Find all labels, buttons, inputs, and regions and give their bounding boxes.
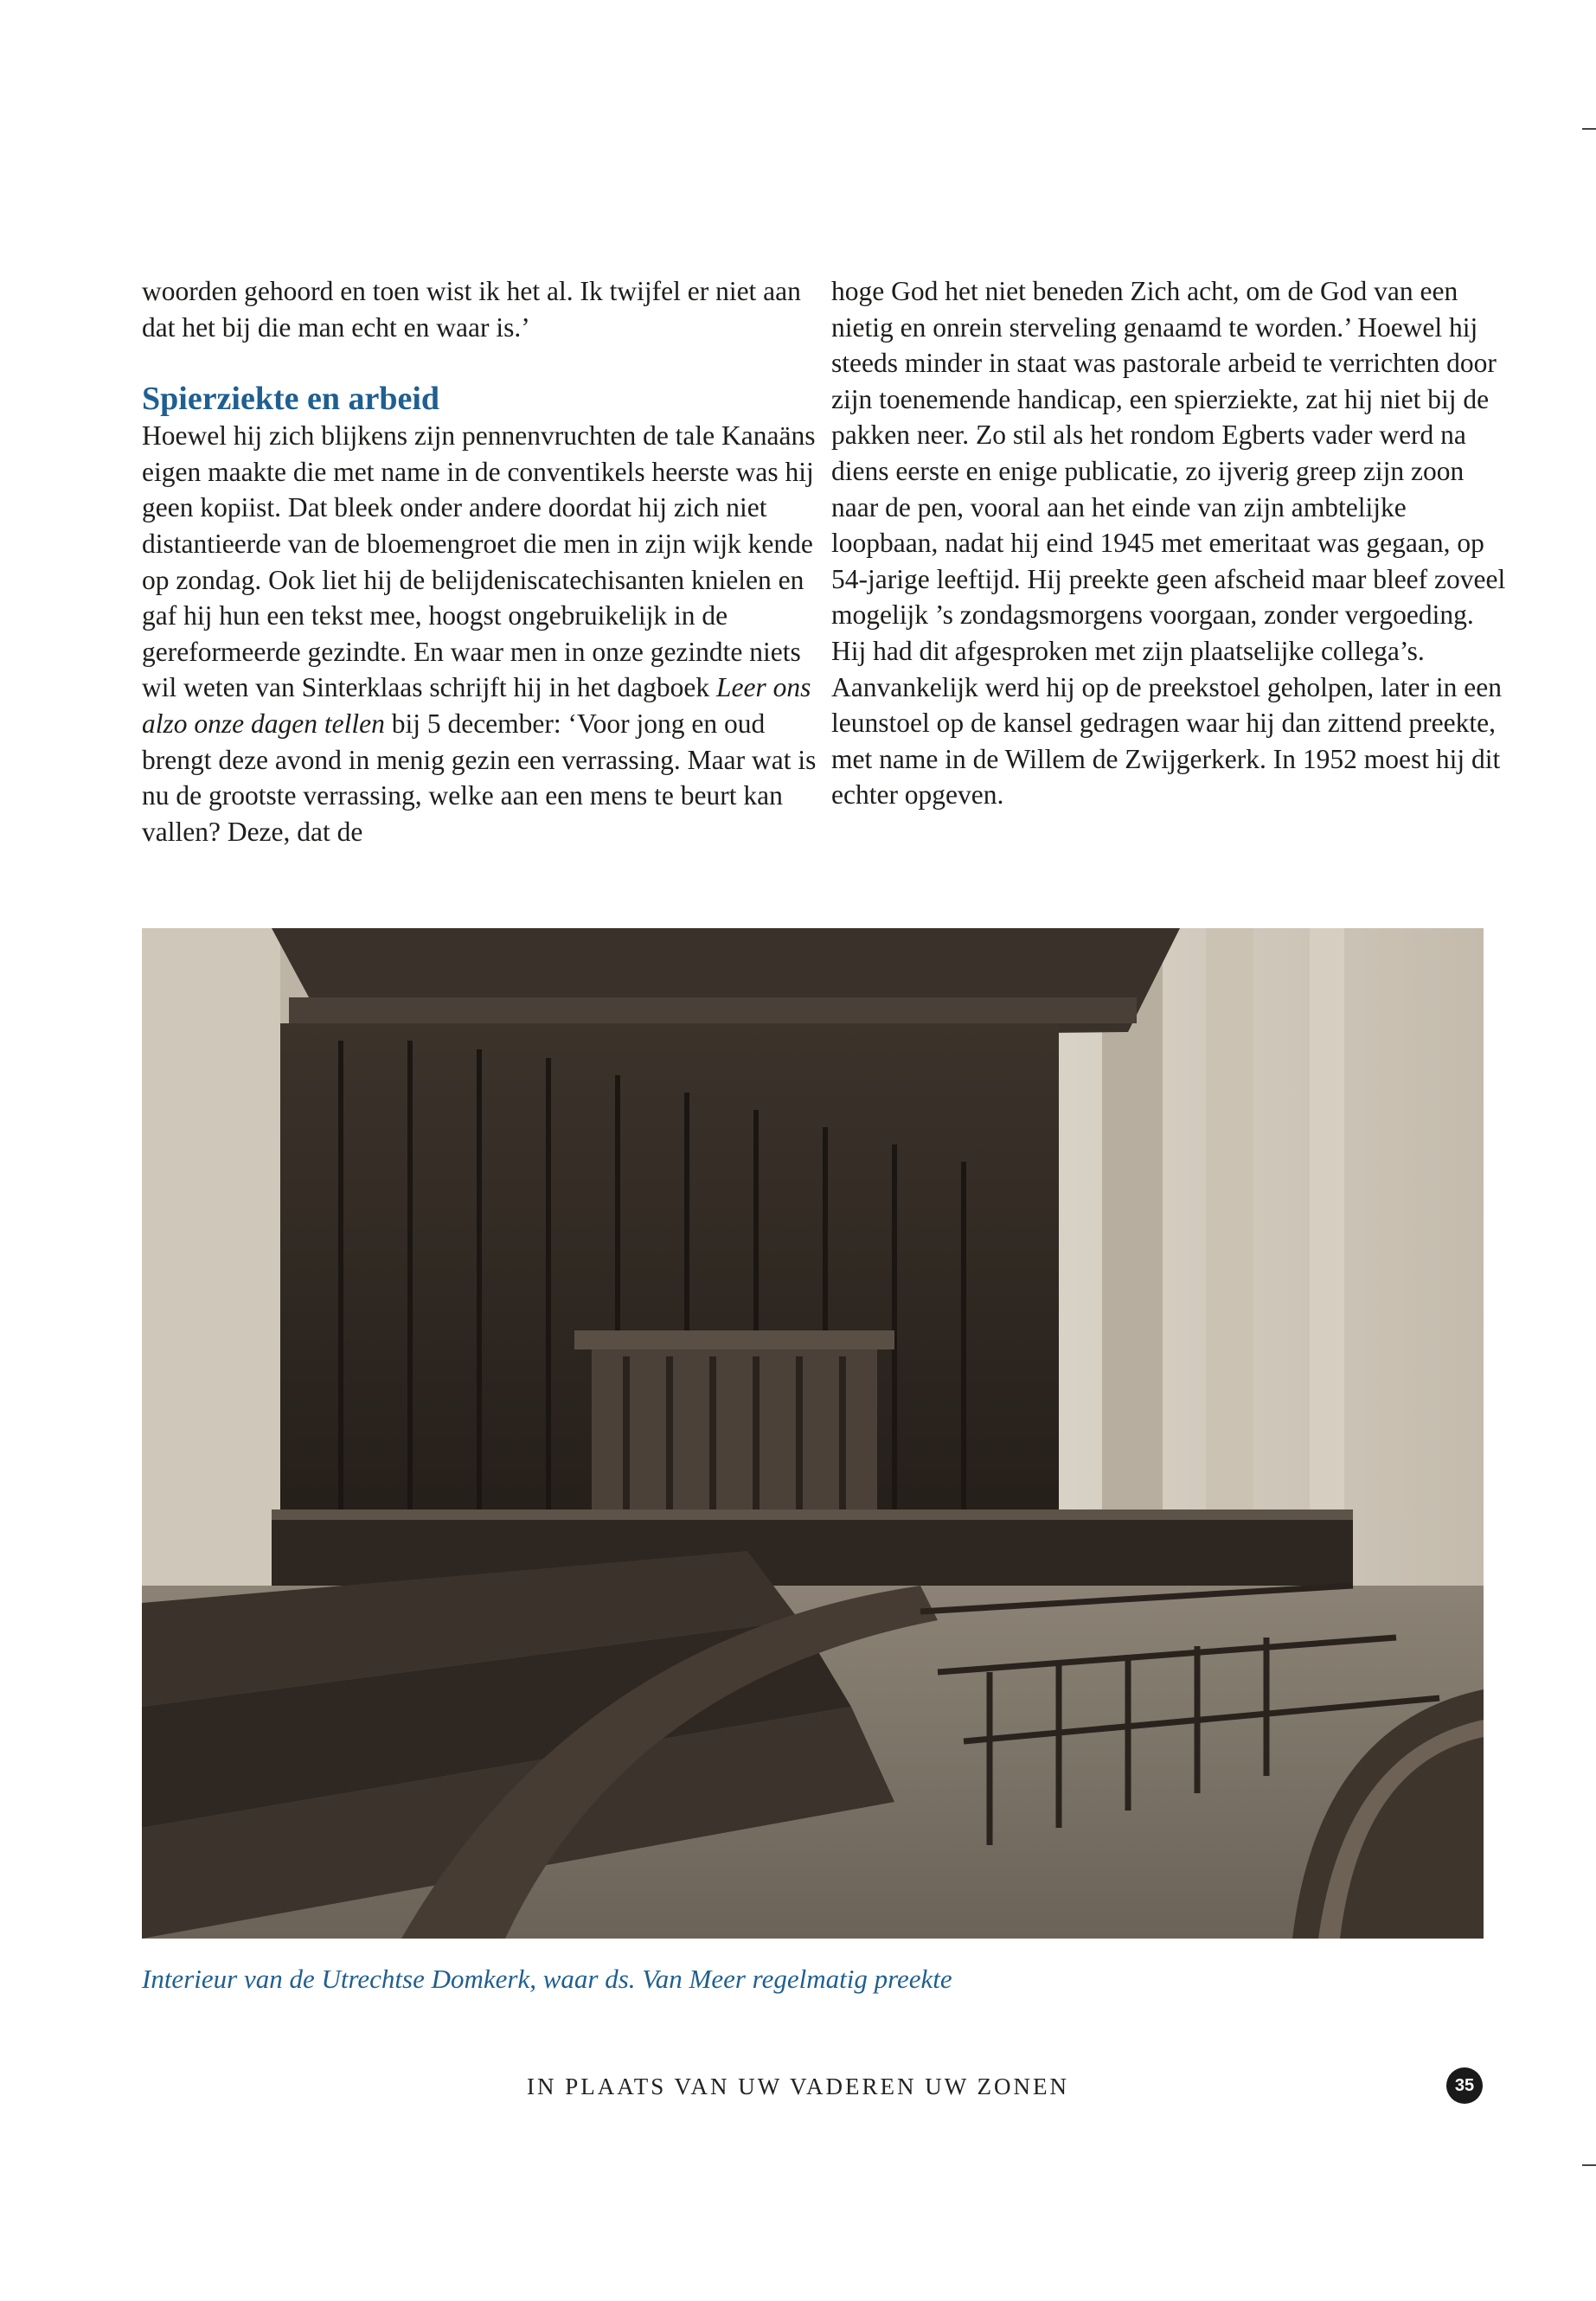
church-interior-photo — [142, 928, 1484, 1939]
figure-caption: Interieur van de Utrechtse Domkerk, waar ds. Van Meer regelmatig preekte — [142, 1964, 952, 1994]
text-column-right — [831, 273, 1515, 813]
page-number: 35 — [1446, 2067, 1483, 2104]
book-title: Leer ons alzo onze dagen tellen — [142, 672, 811, 739]
crop-mark-top — [1582, 128, 1596, 130]
paragraph-text: bij 5 december: ‘Voor jong en oud brengt deze avond in menig gezin een verrassing. Maar wat is nu de grootste verrassing, welke aan een mens te beurt kan vallen? Deze, dat de — [142, 708, 817, 847]
crop-mark-bottom — [1582, 2164, 1596, 2166]
running-title: IN PLAATS VAN UW VADEREN UW ZONEN — [526, 2073, 1070, 2099]
paragraph: woorden gehoord en toen wist ik het al. Ik twijfel er niet aan dat het bij die man echt en waar is.’ — [142, 276, 801, 343]
section-heading: Spierziekte en arbeid — [142, 381, 440, 418]
text-column-left — [142, 273, 825, 849]
paragraph-text: Hoewel hij zich blijkens zijn pennenvruchten de tale Kanaäns eigen maakte die met name in de conventikels heerste was hij geen kopiist. Dat bleek onder andere doordat hij zich niet distantieerde van de bloemengroet die men in zijn wijk kende op zondag. Ook liet hij de belijdeniscatechisanten knielen en gaf hij hun een tekst mee, hoogst ongebruikelijk in de gereformeerde gezindte. En waar men in onze gezindte niets wil weten van Sinterklaas schrijft hij in het dagboek — [142, 420, 816, 703]
paragraph: hoge God het niet beneden Zich acht, om de God van een nietig en onrein sterveling genaamd te worden.’ Hoewel hij steeds minder in staat was pastorale arbeid te verrichten door zijn toenemende handicap, een spierziekte, zat hij niet bij de pakken neer. Zo stil als het rondom Egberts vader werd na diens eerste en enige publicatie, zo ijverig greep zijn zoon naar de pen, vooral aan het einde van zijn ambtelijke loopbaan, nadat hij eind 1945 met emeritaat was gegaan, op 54-jarige leeftijd. Hij preekte geen afscheid maar bleef zoveel mogelijk ’s zondagsmorgens voorgaan, zonder vergoeding. Hij had dit afgesproken met zijn plaatselijke collega’s. Aanvankelijk werd hij op de preekstoel geholpen, later in een leunstoel op de kansel gedragen waar hij dan zittend preekte, met name in de Willem de Zwijgerkerk. In 1952 moest hij dit echter opgeven. — [831, 276, 1506, 811]
photo-illustration — [142, 928, 1484, 1939]
paragraph — [142, 418, 825, 849]
